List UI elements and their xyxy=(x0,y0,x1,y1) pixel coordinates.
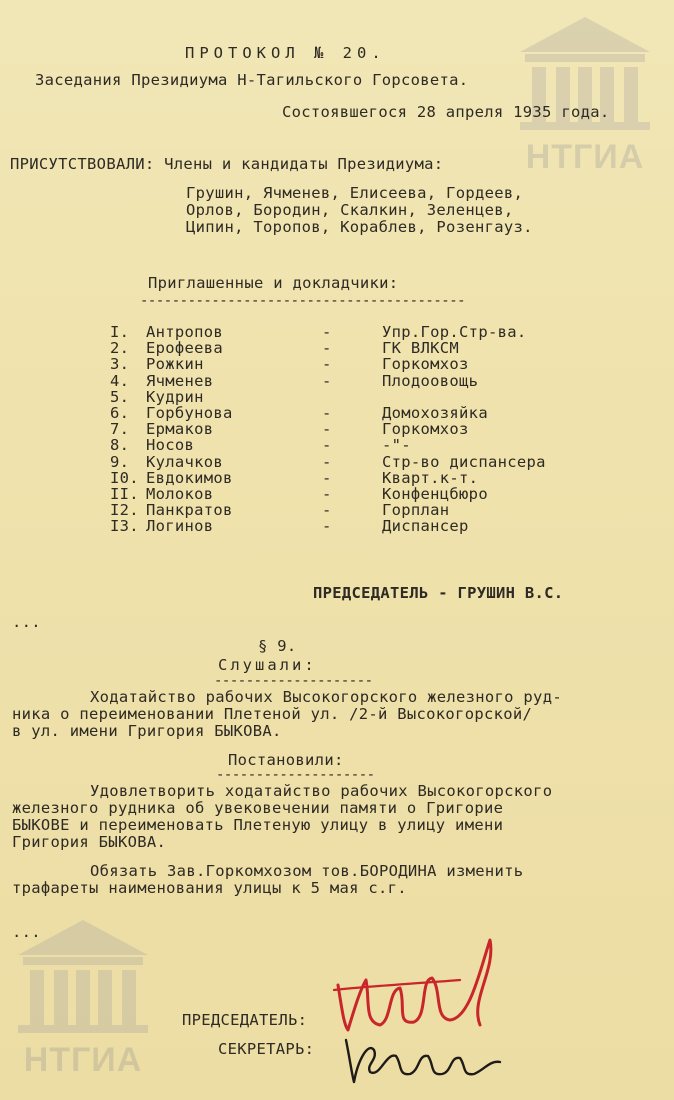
invited-number: I2. xyxy=(110,501,139,520)
secretary-signature-label: СЕКРЕТАРЬ: xyxy=(218,1040,315,1058)
order-line: Обязать Зав.Горкомхозом тов.БОРОДИНА изменить xyxy=(90,862,524,880)
invited-org: Горкомхоз xyxy=(382,420,469,439)
invited-org: ГК ВЛКСМ xyxy=(382,339,460,358)
invited-number: 6. xyxy=(110,404,130,422)
ellipsis: ... xyxy=(12,923,41,941)
invited-number: I3. xyxy=(110,517,139,536)
invited-name: Носов xyxy=(146,436,195,455)
chairman-signature xyxy=(330,930,520,1040)
invited-org: Конфенцбюро xyxy=(382,485,488,503)
invited-org: -"- xyxy=(382,436,411,455)
present-row: Ципин, Торопов, Кораблев, Розенгауз. xyxy=(186,218,533,236)
invited-org: Диспансер xyxy=(382,517,469,536)
invited-number: 8. xyxy=(110,436,130,455)
protocol-date: Состоявшегося 28 апреля 1935 года. xyxy=(282,103,610,121)
present-label: ПРИСУТСТВОВАЛИ: Члены и кандидаты Президиума: xyxy=(10,155,444,173)
invited-number: II. xyxy=(110,485,139,503)
invited-dash: - xyxy=(322,323,332,341)
archive-stamp-top xyxy=(510,12,660,176)
invited-name: Ермаков xyxy=(146,420,214,439)
decided-line: Григория БЫКОВА. xyxy=(12,833,167,851)
invited-number: 5. xyxy=(110,387,130,406)
invited-dash: - xyxy=(322,517,332,536)
chairman-line: ПРЕДСЕДАТЕЛЬ - ГРУШИН В.С. xyxy=(313,584,564,602)
heard-line: в ул. имени Григория БЫКОВА. xyxy=(12,722,282,740)
invited-org: Горкомхоз xyxy=(382,355,469,374)
invited-name: Рожкин xyxy=(146,355,204,374)
watermark-text: НТГИА xyxy=(23,1041,143,1079)
invited-dash: - xyxy=(322,452,332,471)
order-line: трафареты наименования улицы к 5 мая с.г. xyxy=(12,879,407,897)
section-number: § 9. xyxy=(258,637,297,655)
invited-number: 2. xyxy=(110,339,130,358)
heard-underline: -------------------- xyxy=(214,673,373,689)
invited-number: I0. xyxy=(110,468,139,487)
invited-name: Ерофеева xyxy=(146,339,224,358)
invited-number: I. xyxy=(110,323,130,341)
heard-heading: Слушали: xyxy=(218,656,317,674)
invited-org: Кварт.к-т. xyxy=(382,468,479,487)
protocol-title: ПРОТОКОЛ № 20. xyxy=(185,44,386,62)
chairman-signature-label: ПРЕДСЕДАТЕЛЬ: xyxy=(182,1011,308,1029)
decided-heading: Постановили: xyxy=(228,751,344,769)
invited-dash: - xyxy=(322,371,332,390)
invited-name: Кулачков xyxy=(146,452,224,471)
invited-number: 7. xyxy=(110,420,130,439)
decided-underline: -------------------- xyxy=(216,767,375,783)
invited-name: Евдокимов xyxy=(146,468,233,487)
decided-line: Удовлетворить ходатайство рабочих Высокогорского xyxy=(90,782,553,800)
invited-dash: - xyxy=(322,501,332,520)
invited-name: Логинов xyxy=(146,517,214,536)
invited-name: Молоков xyxy=(146,485,214,503)
present-row: Грушин, Ячменев, Елисеева, Гордеев, xyxy=(186,184,524,202)
ellipsis: ... xyxy=(12,613,41,631)
invited-dash: - xyxy=(322,404,332,422)
invited-name: Ячменев xyxy=(146,371,214,390)
present-row: Орлов, Бородин, Скалкин, Зеленцев, xyxy=(186,201,514,219)
invited-dash: - xyxy=(322,436,332,455)
heard-line: Ходатайство рабочих Высокогорского железного руд- xyxy=(90,688,562,706)
decided-line: железного рудника об увековечении памяти о Григорие xyxy=(12,799,504,817)
invited-number: 4. xyxy=(110,371,130,390)
invited-org: Стр-во диспансера xyxy=(382,452,546,471)
invited-org: Горплан xyxy=(382,501,450,520)
protocol-subtitle: Заседания Президиума Н-Тагильского Горсовета. xyxy=(35,71,469,89)
invited-heading: Приглашенные и докладчики: xyxy=(148,274,399,292)
invited-dash: - xyxy=(322,355,332,374)
invited-dash: - xyxy=(322,485,332,503)
invited-name: Панкратов xyxy=(146,501,233,520)
heard-line: ника о переименовании Плетеной ул. /2-й Высокогорской/ xyxy=(12,705,533,723)
secretary-signature xyxy=(340,1030,510,1090)
invited-number: 3. xyxy=(110,355,130,374)
invited-dash: - xyxy=(322,339,332,358)
invited-dash: - xyxy=(322,420,332,439)
invited-number: 9. xyxy=(110,452,130,471)
invited-org: Плодоовощь xyxy=(382,371,479,390)
decided-line: БЫКОВЕ и переименовать Плетеную улицу в улицу имени xyxy=(12,816,504,834)
invited-org: Упр.Гор.Стр-ва. xyxy=(382,323,527,341)
invited-name: Горбунова xyxy=(146,404,233,422)
invited-name: Антропов xyxy=(146,323,224,341)
watermark-text: НТГИА xyxy=(525,138,645,176)
invited-org: Домохозяйка xyxy=(382,404,488,422)
heading-underline: ----------------------------------------- xyxy=(140,293,466,309)
invited-dash: - xyxy=(322,468,332,487)
invited-name: Кудрин xyxy=(146,387,204,406)
